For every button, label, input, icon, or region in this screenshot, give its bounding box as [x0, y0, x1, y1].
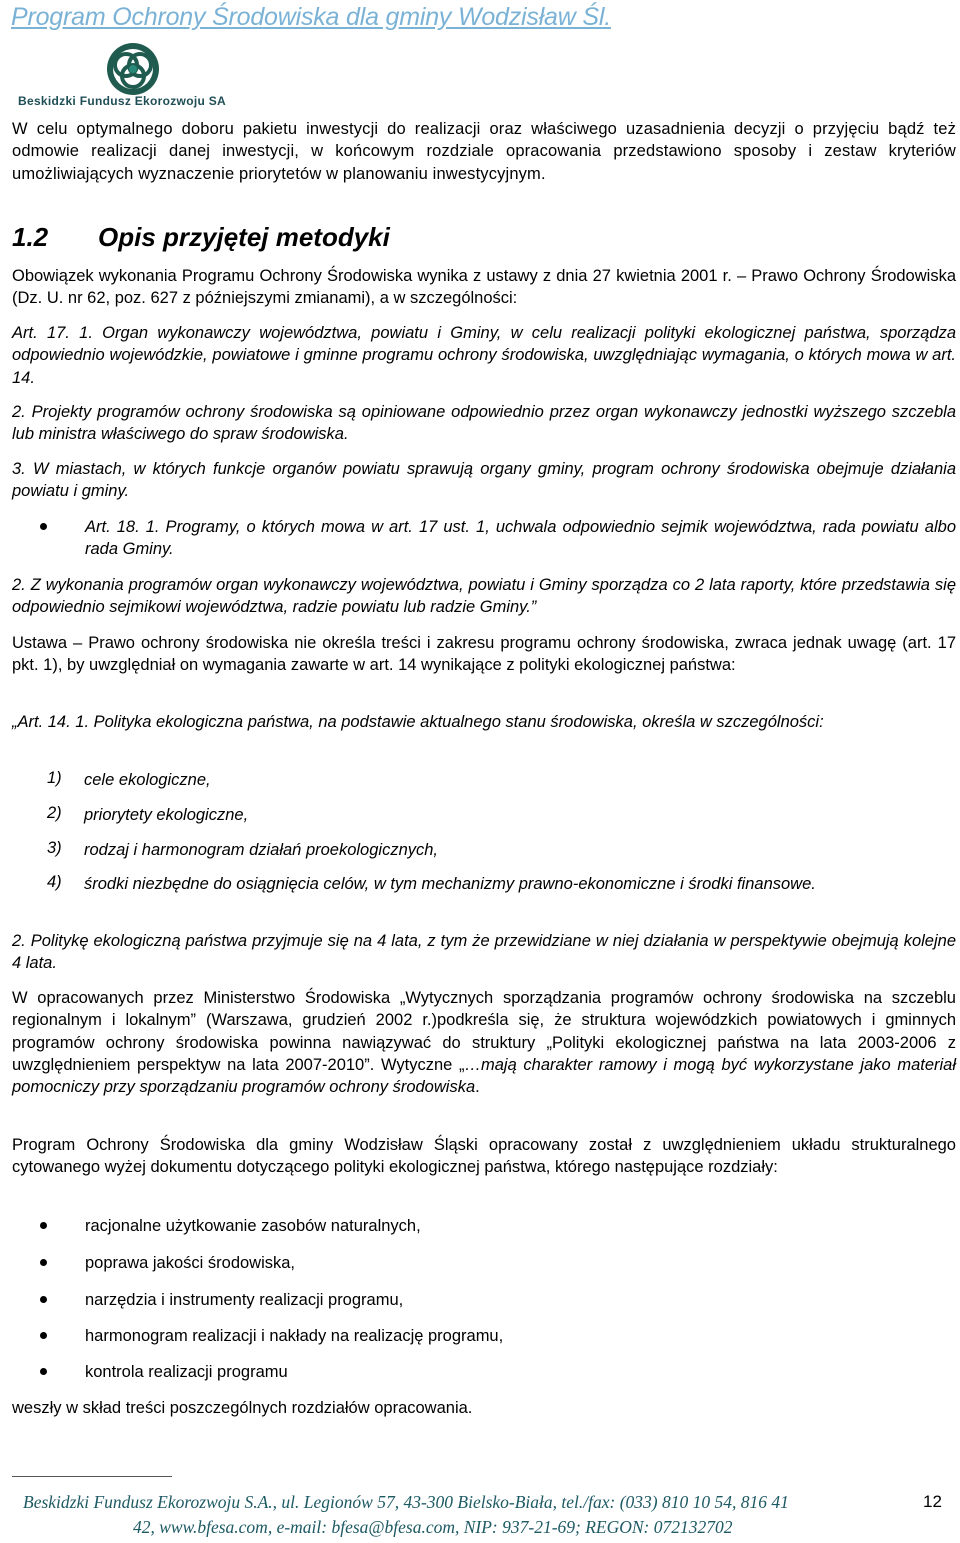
section-number: 1.2 — [12, 222, 49, 252]
art17-paragraph-3: 3. W miastach, w których funkcje organów powiatu sprawują organy gminy, program ochrony środowiska obejmuje działania powiatu i gminy. — [12, 460, 956, 501]
art14-item-text: rodzaj i harmonogram działań proekologicznych, — [84, 841, 439, 859]
bullet-icon — [38, 1220, 50, 1232]
chapter-list-item: kontrola realizacji programu — [85, 1363, 288, 1381]
logo-text: Beskidzki Fundusz Ekorozwoju SA — [18, 94, 226, 108]
company-logo — [18, 40, 248, 110]
page-header-title[interactable]: Program Ochrony Środowiska dla gminy Wodzisław Śl. — [11, 3, 611, 31]
footer-line-1: Beskidzki Fundusz Ekorozwoju S.A., ul. Legionów 57, 43-300 Bielsko-Biała, tel./fax: (033) 810 10 54, 816 41 — [23, 1492, 789, 1512]
art14-item-text: priorytety ekologiczne, — [84, 806, 249, 824]
art14-paragraph: „Art. 14. 1. Polityka ekologiczna państwa, na podstawie aktualnego stanu środowiska, określa w szczególności: — [12, 713, 824, 731]
ministerstwo-quote: …mają charakter ramowy i mogą być wykorzystane jako materiał pomocniczy przy sporządzaniu programów ochrony środowiska — [12, 1055, 957, 1097]
page-number: 12 — [923, 1492, 942, 1511]
art18-paragraph-1: Art. 18. 1. Programy, o których mowa w art. 17 ust. 1, uchwala odpowiednio sejmik województwa, rada powiatu albo rada Gminy. — [85, 518, 956, 559]
ministerstwo-end: . — [475, 1078, 480, 1097]
art17-paragraph-1: Art. 17. 1. Organ wykonawczy województwa, powiatu i Gminy, w celu realizacji polityki ekologicznej państwa, sporządza odpowiednio wojewódzkie, powiatowe i gminne programu ochrony środowiska, uwzględniając wymagania, o których mowa w art. 14. — [12, 324, 956, 387]
art14-item-number: 1) — [47, 769, 62, 787]
art14-item-text: cele ekologiczne, — [84, 771, 211, 789]
chapter-list-item: poprawa jakości środowiska, — [85, 1254, 296, 1272]
footer-divider — [12, 1476, 172, 1477]
bullet-icon — [38, 1294, 50, 1306]
chapter-list-item: racjonalne użytkowanie zasobów naturalnych, — [85, 1217, 421, 1235]
obligation-paragraph: Obowiązek wykonania Programu Ochrony Środowiska wynika z ustawy z dnia 27 kwietnia 2001 r. – Prawo Ochrony Środowiska (Dz. U. nr 62, poz. 627 z późniejszymi zmianami), a w szczególności: — [12, 267, 956, 308]
art18-paragraph-2: 2. Z wykonania programów organ wykonawczy województwa, powiatu i Gminy sporządza co 2 lata raporty, które przedstawia się odpowiednio sejmikowi województwa, radzie powiatu lub radzie Gminy.” — [12, 576, 956, 617]
chapter-list-item: harmonogram realizacji i nakłady na realizację programu, — [85, 1327, 504, 1345]
art14-item-number: 3) — [47, 839, 62, 857]
chapter-list-item: narzędzia i instrumenty realizacji programu, — [85, 1291, 404, 1309]
ministerstwo-text: W opracowanych przez Ministerstwo Środowiska „Wytycznych sporządzania programów ochrony środowiska na szczeblu regionalnym i lokalnym” (Warszawa, grudzień 2002 r.)podkreśla się, że struktura wojewódzkich powiatowych i gminnych programów ochrony środowiska powinna nawiązywać do struktury „Polityki ekologicznej państwa na lata 2003-2006 z uwzględnieniem perspektyw na lata 2007-2010”. Wytyczne „ — [12, 989, 956, 1074]
bullet-icon — [38, 1366, 50, 1378]
section-heading — [12, 222, 390, 253]
closing-paragraph: weszły w skład treści poszczególnych rozdziałów opracowania. — [12, 1399, 473, 1417]
art14-item-number: 2) — [47, 804, 62, 822]
ministerstwo-paragraph — [12, 987, 956, 1098]
ustawa-paragraph: Ustawa – Prawo ochrony środowiska nie określa treści i zakresu programu ochrony środowiska, zwraca jednak uwagę (art. 17 pkt. 1), by uwzględniał on wymagania zawarte w art. 14 wynikające z polityki ekologicznej państwa: — [12, 634, 956, 675]
three-rings-logo-icon — [98, 40, 168, 98]
art14-item-text: środki niezbędne do osiągnięcia celów, w tym mechanizmy prawno-ekonomiczne i środki finansowe. — [84, 875, 816, 893]
section-title: Opis przyjętej metodyki — [98, 222, 390, 252]
bullet-icon — [38, 1330, 50, 1342]
art14-item-number: 4) — [47, 873, 62, 891]
art17-paragraph-2: 2. Projekty programów ochrony środowiska są opiniowane odpowiednio przez organ wykonawczy jednostki wyższego szczebla lub ministra właściwego do spraw środowiska. — [12, 403, 956, 444]
program-paragraph: Program Ochrony Środowiska dla gminy Wodzisław Śląski opracowany został z uwzględnieniem układu strukturalnego cytowanego wyżej dokumentu dotyczącego polityki ekologicznej państwa, którego następujące rozdziały: — [12, 1136, 956, 1177]
art14-paragraph-2: 2. Politykę ekologiczną państwa przyjmuje się na 4 lata, z tym że przewidziane w niej działania w perspektywie obejmują kolejne 4 lata. — [12, 932, 956, 973]
bullet-icon — [38, 1257, 50, 1269]
intro-paragraph: W celu optymalnego doboru pakietu inwestycji do realizacji oraz właściwego uzasadnienia decyzji o przyjęciu bądź też odmowie realizacji danej inwestycji, w końcowym rozdziale opracowania przedstawiono sposoby i zestaw kryteriów umożliwiających wyznaczenie priorytetów w planowaniu inwestycyjnym. — [12, 120, 956, 183]
footer-line-2: 42, www.bfesa.com, e-mail: bfesa@bfesa.com, NIP: 937-21-69; REGON: 072132702 — [133, 1517, 733, 1537]
bullet-icon — [38, 521, 50, 533]
